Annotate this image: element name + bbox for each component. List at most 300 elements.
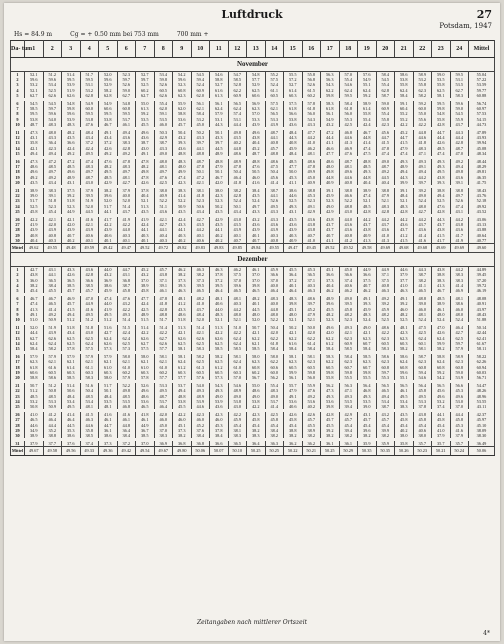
value-cell: 43.7: [191, 307, 210, 312]
value-cell: 37.4: [432, 404, 451, 409]
value-cell: 62.3: [450, 359, 469, 364]
value-cell: 43.1: [62, 180, 81, 185]
value-cell: 45.7: [358, 417, 377, 422]
value-cell: 38.3: [450, 278, 469, 283]
value-cell: 49.2: [43, 312, 62, 317]
value-cell: 52.2: [265, 317, 284, 322]
value-cell: 58.3: [450, 93, 469, 98]
value-cell: 55.0: [413, 111, 432, 116]
value-cell: 62.1: [136, 359, 155, 364]
value-cell: 47.0: [80, 296, 99, 301]
value-cell: 53.2: [413, 77, 432, 82]
column-header-hour: 4: [80, 41, 99, 58]
value-cell: 62.7: [117, 93, 136, 98]
value-cell: 42.1: [247, 330, 266, 335]
value-cell: 62.3: [376, 359, 395, 364]
value-cell: 48.3: [173, 159, 192, 164]
value-cell: 48.3: [284, 296, 303, 301]
value-cell: 45.2: [302, 307, 321, 312]
value-cell: 49.3: [395, 159, 414, 164]
value-cell: 45.9: [228, 417, 247, 422]
value-cell: 49.0: [339, 296, 358, 301]
value-cell: 48.6: [321, 159, 340, 164]
value-cell: 45.8: [432, 417, 451, 422]
month-heading-row: [11, 58, 495, 72]
value-cell: 62.5: [210, 359, 229, 364]
value-cell: 43.5: [228, 135, 247, 140]
value-cell: 42.5: [413, 330, 432, 335]
value-cell: 49.9: [302, 169, 321, 174]
value-cell: 42.7: [191, 217, 210, 222]
value-cell: 44.2: [191, 227, 210, 232]
value-cell: 49.8: [117, 388, 136, 393]
value-cell: 58.4: [339, 101, 358, 106]
value-cell: 43.6: [376, 227, 395, 232]
value-cell: 47.7: [321, 151, 340, 156]
value-cell: 47.9: [210, 164, 229, 169]
value-cell: 53.2: [25, 399, 44, 404]
value-cell: 48.8: [210, 159, 229, 164]
value-cell: 61.8: [265, 341, 284, 346]
value-cell: 48.8: [173, 151, 192, 156]
value-cell: 62.4: [228, 106, 247, 111]
value-cell: 53.4: [43, 82, 62, 87]
value-cell: 46.2: [173, 267, 192, 273]
value-cell: 45.5: [43, 288, 62, 293]
value-cell: 58.2: [191, 354, 210, 359]
value-cell: 49.0: [265, 394, 284, 399]
value-cell: 43.2: [321, 122, 340, 127]
value-cell: 48.7: [80, 175, 99, 180]
value-cell: 43.9: [247, 122, 266, 127]
value-cell: 38.2: [25, 283, 44, 288]
value-cell: 42.3: [210, 193, 229, 198]
value-cell: 54.7: [228, 72, 247, 78]
value-cell: 46.0: [450, 307, 469, 312]
value-cell: 37.0: [247, 278, 266, 283]
value-cell: 43.3: [154, 146, 173, 151]
value-cell: 49.5: [154, 388, 173, 393]
value-cell: 37.0: [136, 278, 155, 283]
value-cell: 55.4: [154, 101, 173, 106]
value-cell: 59.2: [358, 93, 377, 98]
value-cell: 38.7: [136, 140, 155, 145]
day-cell: 26: [11, 412, 25, 417]
value-cell: 39.0: [413, 301, 432, 306]
value-cell: 44.8: [358, 135, 377, 140]
value-cell: 58.1: [413, 346, 432, 351]
day-cell: 16: [11, 354, 25, 359]
day-cell: 22: [11, 193, 25, 198]
value-cell: 49.5: [395, 394, 414, 399]
value-cell: 45.1: [173, 423, 192, 428]
value-cell: 44.7: [376, 135, 395, 140]
value-cell: 41.5: [376, 140, 395, 145]
value-cell: 56.1: [284, 375, 303, 380]
day-cell: 18: [11, 365, 25, 370]
value-cell: 58.5: [210, 346, 229, 351]
value-cell: 49.2: [99, 151, 118, 156]
value-cell: 42.3: [43, 146, 62, 151]
value-cell: 49.3: [191, 388, 210, 393]
mittel-value: 50.22: [284, 447, 303, 456]
value-cell: 40.6: [99, 233, 118, 238]
value-cell: 60.6: [99, 106, 118, 111]
value-cell: 48.5: [99, 175, 118, 180]
value-cell: 61.1: [80, 365, 99, 370]
value-cell: 42.8: [117, 146, 136, 151]
value-cell: 56.0: [302, 111, 321, 116]
value-cell: 42.3: [247, 412, 266, 417]
value-cell: 53.1: [210, 117, 229, 122]
value-cell: 45.7: [339, 417, 358, 422]
value-cell: 47.1: [339, 388, 358, 393]
mean-cell: 37.20: [469, 278, 495, 283]
value-cell: 48.2: [136, 164, 155, 169]
value-cell: 43.7: [117, 209, 136, 214]
mean-cell: 53.59: [469, 82, 495, 87]
value-cell: 49.5: [265, 204, 284, 209]
value-cell: 40.6: [339, 283, 358, 288]
column-header-hour: 2: [43, 41, 62, 58]
value-cell: 43.5: [25, 180, 44, 185]
value-cell: 40.8: [25, 233, 44, 238]
value-cell: 59.0: [450, 106, 469, 111]
value-cell: 52.7: [284, 82, 303, 87]
station-parameters: [14, 31, 494, 38]
value-cell: 53.9: [62, 82, 81, 87]
value-cell: 53.1: [228, 117, 247, 122]
value-cell: 45.5: [302, 423, 321, 428]
mean-cell: 38.43: [469, 188, 495, 193]
value-cell: 44.3: [284, 135, 303, 140]
value-cell: 51.3: [136, 204, 155, 209]
value-cell: 44.8: [117, 423, 136, 428]
value-cell: 42.1: [173, 330, 192, 335]
value-cell: 62.5: [191, 341, 210, 346]
value-cell: 43.3: [173, 222, 192, 227]
value-cell: 42.9: [99, 180, 118, 185]
value-cell: 57.7: [247, 77, 266, 82]
value-cell: 53.7: [117, 117, 136, 122]
value-cell: 49.3: [284, 204, 303, 209]
mittel-value: 49.55: [43, 244, 62, 253]
value-cell: 51.8: [173, 317, 192, 322]
value-cell: 50.4: [265, 169, 284, 174]
value-cell: 47.8: [228, 164, 247, 169]
value-cell: 46.5: [25, 417, 44, 422]
value-cell: 58.4: [265, 346, 284, 351]
value-cell: 44.6: [413, 135, 432, 140]
value-cell: 44.2: [413, 175, 432, 180]
value-cell: 46.8: [117, 404, 136, 409]
value-cell: 62.0: [154, 106, 173, 111]
value-cell: 42.4: [136, 222, 155, 227]
value-cell: 36.8: [191, 441, 210, 447]
value-cell: 52.7: [136, 72, 155, 78]
value-cell: 43.4: [62, 330, 81, 335]
value-cell: 62.5: [117, 341, 136, 346]
value-cell: 48.0: [43, 130, 62, 135]
value-cell: 46.1: [117, 122, 136, 127]
value-cell: 48.8: [413, 296, 432, 301]
value-cell: 43.0: [80, 180, 99, 185]
value-cell: 62.4: [210, 106, 229, 111]
value-cell: 62.2: [284, 336, 303, 341]
value-cell: 46.0: [210, 417, 229, 422]
value-cell: 54.0: [191, 383, 210, 388]
value-cell: 49.1: [99, 130, 118, 135]
value-cell: 51.9: [62, 88, 81, 93]
mean-cell: 49.92: [469, 204, 495, 209]
value-cell: 38.7: [413, 272, 432, 277]
value-cell: 45.8: [25, 209, 44, 214]
value-cell: 44.9: [376, 267, 395, 273]
value-cell: 55.2: [265, 72, 284, 78]
value-cell: 36.5: [62, 278, 81, 283]
value-cell: 42.5: [154, 180, 173, 185]
value-cell: 55.4: [265, 383, 284, 388]
value-cell: 46.7: [43, 296, 62, 301]
value-cell: 52.6: [450, 198, 469, 203]
value-cell: 45.4: [43, 209, 62, 214]
value-cell: 52.4: [432, 317, 451, 322]
value-cell: 43.7: [432, 222, 451, 227]
day-cell: 2: [11, 272, 25, 277]
value-cell: 57.3: [117, 346, 136, 351]
value-cell: 60.2: [302, 93, 321, 98]
value-cell: 47.9: [395, 146, 414, 151]
value-cell: 38.9: [25, 188, 44, 193]
mittel-value: 49.67: [25, 447, 44, 456]
value-cell: 45.4: [25, 288, 44, 293]
value-cell: 56.5: [376, 383, 395, 388]
value-cell: 42.7: [99, 330, 118, 335]
value-cell: 35.9: [358, 441, 377, 447]
value-cell: 58.5: [228, 346, 247, 351]
value-cell: 52.0: [117, 198, 136, 203]
value-cell: 48.9: [395, 164, 414, 169]
value-cell: 44.1: [432, 412, 451, 417]
value-cell: 41.4: [62, 412, 81, 417]
value-cell: 41.3: [376, 238, 395, 244]
value-cell: 62.7: [136, 93, 155, 98]
value-cell: 42.0: [265, 330, 284, 335]
header-row: [11, 41, 495, 58]
value-cell: 51.3: [210, 325, 229, 330]
mean-cell: 43.13: [469, 222, 495, 227]
value-cell: 48.9: [228, 388, 247, 393]
value-cell: 62.2: [228, 88, 247, 93]
mittel-value: 49.85: [228, 244, 247, 253]
value-cell: 58.4: [302, 346, 321, 351]
column-header-hour: 1: [25, 41, 44, 58]
value-cell: 60.5: [154, 88, 173, 93]
value-cell: 62.5: [210, 341, 229, 346]
value-cell: 49.5: [99, 312, 118, 317]
day-cell: 28: [11, 423, 25, 428]
value-cell: 38.0: [154, 188, 173, 193]
value-cell: 47.3: [321, 388, 340, 393]
mittel-value: 50.21: [302, 447, 321, 456]
value-cell: 45.5: [321, 423, 340, 428]
value-cell: 38.1: [228, 428, 247, 433]
value-cell: 57.9: [43, 354, 62, 359]
value-cell: 48.5: [432, 146, 451, 151]
value-cell: 43.2: [173, 135, 192, 140]
value-cell: 48.8: [154, 312, 173, 317]
value-cell: 51.2: [43, 383, 62, 388]
value-cell: 55.9: [173, 101, 192, 106]
value-cell: 54.9: [321, 117, 340, 122]
mittel-value: 49.36: [99, 447, 118, 456]
value-cell: 48.5: [358, 204, 377, 209]
day-cell: 30: [11, 238, 25, 244]
value-cell: 59.4: [191, 77, 210, 82]
mittel-value: 49.55: [265, 244, 284, 253]
value-cell: 40.9: [284, 238, 303, 244]
value-cell: 45.0: [302, 175, 321, 180]
value-cell: 59.1: [395, 101, 414, 106]
value-cell: 59.1: [154, 111, 173, 116]
value-cell: 53.3: [265, 117, 284, 122]
value-cell: 47.6: [339, 151, 358, 156]
value-cell: 40.0: [265, 283, 284, 288]
mittel-value: 50.29: [339, 447, 358, 456]
value-cell: 58.3: [321, 354, 340, 359]
value-cell: 54.2: [432, 375, 451, 380]
value-cell: 53.2: [80, 88, 99, 93]
value-cell: 62.4: [117, 336, 136, 341]
value-cell: 43.5: [210, 209, 229, 214]
value-cell: 57.0: [247, 111, 266, 116]
value-cell: 44.7: [99, 423, 118, 428]
value-cell: 45.5: [284, 267, 303, 273]
value-cell: 52.4: [413, 198, 432, 203]
value-cell: 48.6: [136, 394, 155, 399]
value-cell: 43.3: [191, 135, 210, 140]
value-cell: 40.3: [284, 233, 303, 238]
value-cell: 53.8: [395, 77, 414, 82]
value-cell: 58.9: [413, 72, 432, 78]
value-cell: 48.0: [228, 312, 247, 317]
value-cell: 44.5: [376, 175, 395, 180]
value-cell: 36.9: [99, 278, 118, 283]
value-cell: 38.6: [62, 433, 81, 438]
value-cell: 47.7: [284, 164, 303, 169]
value-cell: 52.3: [62, 204, 81, 209]
mittel-value: 49.58: [43, 447, 62, 456]
mittel-value: 49.60: [469, 244, 495, 253]
value-cell: 39.1: [450, 180, 469, 185]
value-cell: 36.2: [302, 441, 321, 447]
value-cell: 42.2: [117, 222, 136, 227]
value-cell: 60.3: [62, 370, 81, 375]
value-cell: 51.2: [80, 317, 99, 322]
value-cell: 61.8: [25, 365, 44, 370]
value-cell: 44.1: [210, 227, 229, 232]
value-cell: 62.1: [99, 359, 118, 364]
value-cell: 36.5: [43, 278, 62, 283]
value-cell: 49.5: [99, 169, 118, 174]
value-cell: 52.4: [247, 198, 266, 203]
value-cell: 49.3: [321, 394, 340, 399]
value-cell: 39.2: [376, 301, 395, 306]
value-cell: 48.2: [191, 296, 210, 301]
value-cell: 45.8: [117, 288, 136, 293]
value-cell: 47.4: [358, 146, 377, 151]
value-cell: 42.4: [62, 146, 81, 151]
day-cell: 7: [11, 301, 25, 306]
value-cell: 41.6: [413, 238, 432, 244]
value-cell: 42.2: [25, 217, 44, 222]
value-cell: 35.7: [450, 441, 469, 447]
value-cell: 50.9: [43, 404, 62, 409]
value-cell: 36.6: [210, 441, 229, 447]
value-cell: 62.6: [136, 336, 155, 341]
value-cell: 44.1: [154, 227, 173, 232]
value-cell: 48.5: [62, 164, 81, 169]
value-cell: 45.8: [339, 307, 358, 312]
footnote: Zeitangaben nach mittlerer Ortszeit: [196, 619, 308, 626]
value-cell: 42.7: [450, 330, 469, 335]
value-cell: 51.7: [99, 383, 118, 388]
value-cell: 45.4: [395, 423, 414, 428]
value-cell: 44.5: [210, 146, 229, 151]
value-cell: 46.0: [173, 417, 192, 422]
value-cell: 38.7: [154, 140, 173, 145]
value-cell: 44.2: [302, 135, 321, 140]
value-cell: 37.8: [210, 272, 229, 277]
value-cell: 37.0: [450, 404, 469, 409]
value-cell: 56.1: [191, 101, 210, 106]
value-cell: 55.8: [413, 82, 432, 87]
value-cell: 39.7: [413, 180, 432, 185]
day-cell: 27: [11, 417, 25, 422]
value-cell: 47.5: [358, 151, 377, 156]
value-cell: 59.7: [43, 106, 62, 111]
value-cell: 49.6: [450, 394, 469, 399]
value-cell: 47.7: [136, 296, 155, 301]
day-cell: 17: [11, 164, 25, 169]
mean-cell: 51.88: [469, 317, 495, 322]
column-header-hour: 3: [62, 41, 81, 58]
value-cell: 38.2: [173, 272, 192, 277]
day-cell: 8: [11, 111, 25, 116]
value-cell: 59.6: [25, 77, 44, 82]
mean-cell: 48.29: [469, 164, 495, 169]
value-cell: 62.7: [450, 88, 469, 93]
mean-cell: 52.18: [469, 198, 495, 203]
mean-cell: 45.08: [469, 146, 495, 151]
value-cell: 59.5: [25, 111, 44, 116]
value-cell: 56.0: [339, 111, 358, 116]
value-cell: 45.8: [247, 417, 266, 422]
value-cell: 58.1: [432, 93, 451, 98]
value-cell: 41.7: [450, 233, 469, 238]
value-cell: 47.9: [376, 193, 395, 198]
day-cell: 11: [11, 130, 25, 135]
value-cell: 49.6: [25, 169, 44, 174]
value-cell: 60.2: [247, 370, 266, 375]
value-cell: 42.5: [265, 412, 284, 417]
mittel-value: 49.52: [339, 244, 358, 253]
value-cell: 42.7: [413, 209, 432, 214]
value-cell: 38.2: [99, 188, 118, 193]
value-cell: 37.3: [173, 278, 192, 283]
value-cell: 62.1: [80, 359, 99, 364]
value-cell: 59.6: [43, 77, 62, 82]
